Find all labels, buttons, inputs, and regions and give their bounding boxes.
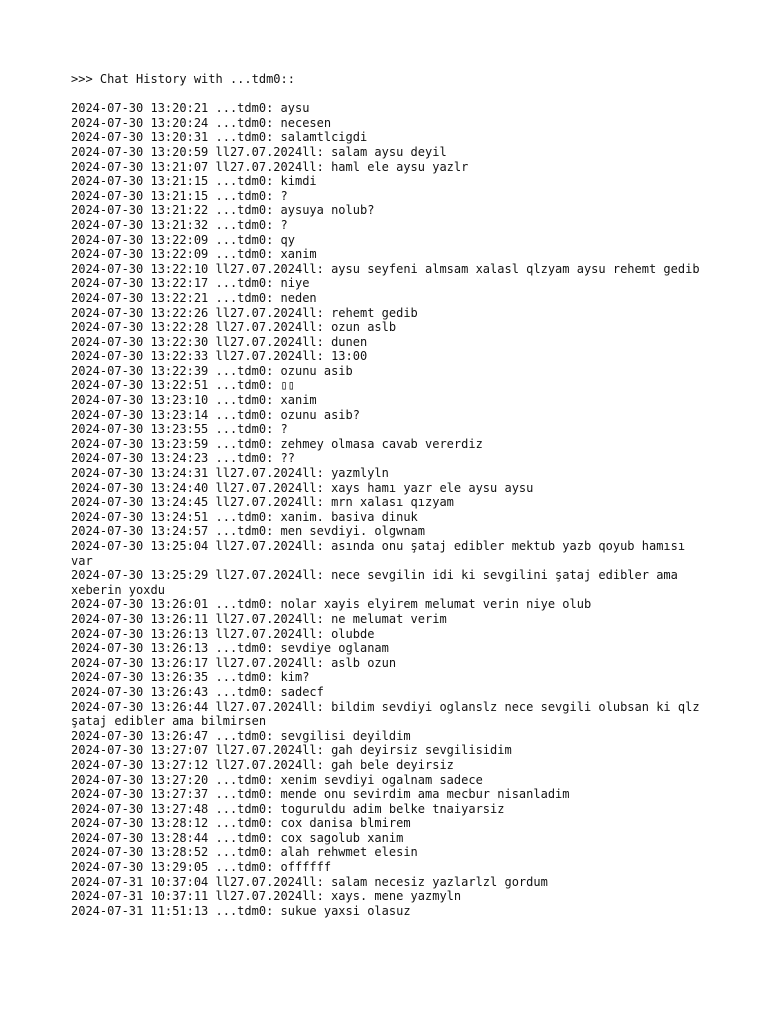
chat-message-line: 2024-07-30 13:24:51 ...tdm0: xanim. basiva dinuk bbox=[71, 509, 418, 524]
chat-message-line: 2024-07-30 13:22:39 ...tdm0: ozunu asib bbox=[71, 363, 353, 378]
chat-message-line: 2024-07-30 13:26:47 ...tdm0: sevgilisi deyildim bbox=[71, 728, 411, 743]
chat-message-line: 2024-07-30 13:24:31 ll27.07.2024ll: yazmlyln bbox=[71, 466, 389, 481]
chat-message-line: 2024-07-30 13:26:44 ll27.07.2024ll: bildim sevdiyi oglanslz nece sevgili olubsan ki qlz şataj edibler ama bilmirsen bbox=[71, 699, 707, 729]
chat-message-line: 2024-07-31 10:37:11 ll27.07.2024ll: xays. mene yazmyln bbox=[71, 889, 462, 904]
chat-message-line: 2024-07-30 13:22:09 ...tdm0: xanim bbox=[71, 247, 317, 262]
chat-message-line: 2024-07-30 13:21:32 ...tdm0: ? bbox=[71, 217, 288, 232]
chat-message-line: 2024-07-30 13:27:20 ...tdm0: xenim sevdiyi ogalnam sadece bbox=[71, 772, 483, 787]
chat-message-line: 2024-07-30 13:26:13 ll27.07.2024ll: olubde bbox=[71, 626, 375, 641]
chat-message-line: 2024-07-31 10:37:04 ll27.07.2024ll: salam necesiz yazlarlzl gordum bbox=[71, 874, 548, 889]
chat-message-line: 2024-07-30 13:20:31 ...tdm0: salamtlcigdi bbox=[71, 130, 368, 145]
chat-message-line: 2024-07-30 13:26:01 ...tdm0: nolar xayis elyirem melumat verin niye olub bbox=[71, 597, 592, 612]
chat-message-line: 2024-07-30 13:23:55 ...tdm0: ? bbox=[71, 422, 288, 437]
chat-message-line: 2024-07-30 13:24:23 ...tdm0: ?? bbox=[71, 451, 295, 466]
chat-message-line: 2024-07-30 13:26:13 ...tdm0: sevdiye oglanam bbox=[71, 641, 389, 656]
chat-message-line: 2024-07-30 13:21:22 ...tdm0: aysuya nolub? bbox=[71, 203, 375, 218]
chat-message-line: 2024-07-31 11:51:13 ...tdm0: sukue yaxsi olasuz bbox=[71, 903, 411, 918]
chat-message-line: 2024-07-30 13:26:43 ...tdm0: sadecf bbox=[71, 684, 324, 699]
chat-message-line: 2024-07-30 13:22:33 ll27.07.2024ll: 13:00 bbox=[71, 349, 368, 364]
chat-message-line: 2024-07-30 13:22:10 ll27.07.2024ll: aysu seyfeni almsam xalasl qlzyam aysu rehemt gedib bbox=[71, 261, 700, 276]
chat-message-line: 2024-07-30 13:26:11 ll27.07.2024ll: ne melumat verim bbox=[71, 611, 447, 626]
chat-message-line: 2024-07-30 13:28:12 ...tdm0: cox danisa blmirem bbox=[71, 816, 411, 831]
chat-message-line: 2024-07-30 13:28:44 ...tdm0: cox sagolub xanim bbox=[71, 830, 404, 845]
chat-message-line: 2024-07-30 13:22:17 ...tdm0: niye bbox=[71, 276, 310, 291]
chat-message-line: 2024-07-30 13:21:15 ...tdm0: kimdi bbox=[71, 174, 317, 189]
chat-message-line: 2024-07-30 13:27:12 ll27.07.2024ll: gah bele deyirsiz bbox=[71, 757, 454, 772]
chat-message-line: 2024-07-30 13:24:45 ll27.07.2024ll: mrn xalası qızyam bbox=[71, 495, 454, 510]
chat-message-line: 2024-07-30 13:25:29 ll27.07.2024ll: nece sevgilin idi ki sevgilini şataj edibler ama xeberin yoxdu bbox=[71, 568, 686, 597]
chat-message-line: 2024-07-30 13:29:05 ...tdm0: offffff bbox=[71, 860, 332, 875]
chat-message-line: 2024-07-30 13:26:35 ...tdm0: kim? bbox=[71, 670, 310, 685]
chat-message-line: 2024-07-30 13:27:48 ...tdm0: toguruldu adim belke tnaiyarsiz bbox=[71, 801, 505, 816]
chat-message-line: 2024-07-30 13:20:24 ...tdm0: necesen bbox=[71, 115, 332, 130]
chat-history-header: >>> Chat History with ...tdm0:: bbox=[71, 72, 295, 86]
chat-message-line: 2024-07-30 13:24:40 ll27.07.2024ll: xays hamı yazr ele aysu aysu bbox=[71, 480, 534, 495]
chat-message-line: 2024-07-30 13:26:17 ll27.07.2024ll: aslb ozun bbox=[71, 655, 397, 670]
chat-message-line: 2024-07-30 13:22:21 ...tdm0: neden bbox=[71, 290, 317, 305]
chat-message-line: 2024-07-30 13:22:28 ll27.07.2024ll: ozun aslb bbox=[71, 320, 397, 335]
chat-message-line: 2024-07-30 13:23:59 ...tdm0: zehmey olmasa cavab vererdiz bbox=[71, 436, 483, 451]
chat-message-line: 2024-07-30 13:23:14 ...tdm0: ozunu asib? bbox=[71, 407, 360, 422]
chat-message-line: 2024-07-30 13:21:07 ll27.07.2024ll: haml ele aysu yazlr bbox=[71, 159, 469, 174]
chat-message-line: 2024-07-30 13:20:59 ll27.07.2024ll: salam aysu deyil bbox=[71, 144, 447, 159]
chat-message-line: 2024-07-30 13:22:30 ll27.07.2024ll: dunen bbox=[71, 334, 368, 349]
chat-message-line: 2024-07-30 13:24:57 ...tdm0: men sevdiyi. olgwnam bbox=[71, 524, 426, 539]
chat-message-line: 2024-07-30 13:25:04 ll27.07.2024ll: asında onu şataj edibler mektub yazb qoyub hamısı var bbox=[71, 539, 693, 568]
chat-message-line: 2024-07-30 13:22:26 ll27.07.2024ll: rehemt gedib bbox=[71, 305, 418, 320]
chat-history-document bbox=[71, 72, 711, 918]
chat-message-line: 2024-07-30 13:20:21 ...tdm0: aysu bbox=[71, 101, 310, 116]
header-spacer bbox=[71, 87, 711, 102]
chat-message-line: 2024-07-30 13:22:51 ...tdm0: ▯▯ bbox=[71, 378, 295, 393]
chat-message-line: 2024-07-30 13:27:07 ll27.07.2024ll: gah deyirsiz sevgilisidim bbox=[71, 743, 512, 758]
chat-message-line: 2024-07-30 13:22:09 ...tdm0: qy bbox=[71, 232, 295, 247]
chat-message-line: 2024-07-30 13:21:15 ...tdm0: ? bbox=[71, 188, 288, 203]
chat-message-line: 2024-07-30 13:23:10 ...tdm0: xanim bbox=[71, 393, 317, 408]
chat-message-line: 2024-07-30 13:27:37 ...tdm0: mende onu sevirdim ama mecbur nisanladim bbox=[71, 787, 570, 802]
chat-log bbox=[71, 101, 711, 918]
chat-message-line: 2024-07-30 13:28:52 ...tdm0: alah rehwmet elesin bbox=[71, 845, 418, 860]
